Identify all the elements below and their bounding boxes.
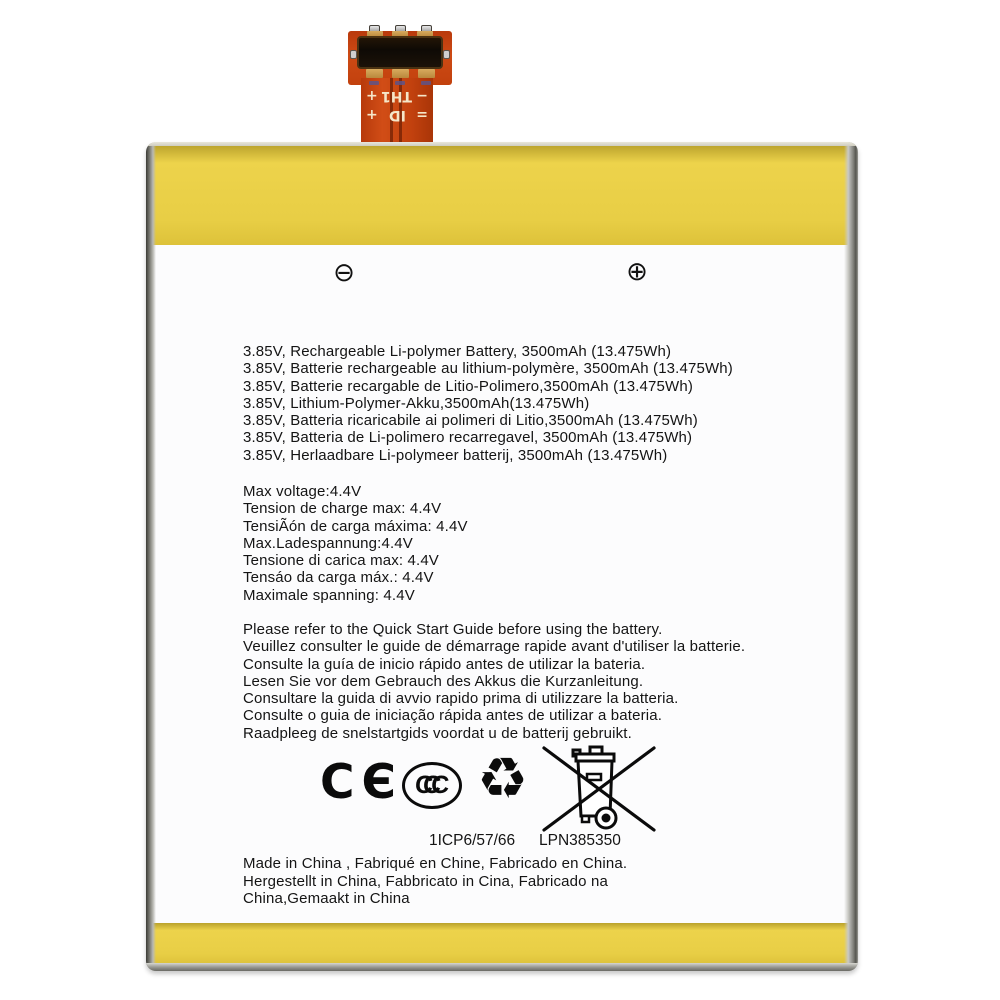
gold-pad — [392, 69, 409, 78]
connector-screw-icon — [443, 50, 450, 59]
pcb-id-mark: ID — [388, 107, 406, 123]
voltage-line: Max voltage:4.4V — [243, 483, 362, 500]
spec-line: 3.85V, Batterie rechargeable au lithium-polymère, 3500mAh (13.475Wh) — [243, 360, 733, 378]
guide-line: Please refer to the Quick Start Guide before using the battery. — [243, 621, 663, 638]
guide-line: Consulte o guia de iniciação rápida antes de utilizar a bateria. — [243, 707, 663, 725]
spec-line: 3.85V, Herlaadbare Li-polymeer batterij, 3500mAh (13.475Wh) — [243, 446, 668, 464]
recycle-icon: ♻ — [477, 746, 529, 812]
spec-line: 3.85V, Rechargeable Li-polymer Battery, 3500mAh (13.475Wh) — [243, 343, 672, 360]
ccc-mark-text: CCC — [413, 771, 441, 799]
spec-line: 3.85V, Batteria de Li-polimero recarregavel, 3500mAh (13.475Wh) — [243, 429, 693, 447]
negative-terminal-icon: ⊖ — [333, 258, 355, 288]
battery-edge-left — [146, 142, 156, 971]
pcb-marking-row-th — [361, 88, 433, 104]
battery-edge-top — [146, 142, 858, 146]
voltage-line: Tension de charge max: 4.4V — [243, 500, 442, 518]
gold-pad — [366, 69, 383, 78]
origin-line: Hergestellt in China, Fabbricato in Cina, Fabricado na — [243, 872, 608, 890]
pcb-plus-mark: + — [366, 88, 378, 104]
positive-terminal-icon: ⊕ — [626, 257, 648, 287]
origin-text-block — [243, 855, 627, 908]
pcb-marking-row-id — [361, 107, 433, 123]
spec-line: 3.85V, Lithium-Polymer-Akku,3500mAh(13.475Wh) — [243, 394, 590, 412]
spec-text-block — [243, 343, 733, 464]
solder-mark — [421, 81, 431, 85]
voltage-line: TensiÃón de carga máxima: 4.4V — [243, 517, 468, 535]
cell-code-text: 1ICP6/57/66 — [429, 832, 516, 849]
origin-line: China,Gemaakt in China — [243, 890, 410, 908]
voltage-line: Max.Ladespannung:4.4V — [243, 534, 413, 552]
pcb-plus-mark: + — [366, 107, 378, 123]
solder-mark — [395, 81, 405, 85]
voltage-line: Tensione di carica max: 4.4V — [243, 552, 439, 570]
yellow-band-top — [148, 145, 856, 245]
model-code-text: LPN385350 — [539, 832, 621, 849]
ce-mark-icon: CЄ — [320, 755, 403, 810]
guide-line: Veuillez consulter le guide de démarrage rapide avant d'utiliser la batterie. — [243, 638, 746, 656]
voltage-line: Maximale spanning: 4.4V — [243, 586, 415, 604]
pcb-th1-mark: TH1 — [381, 88, 413, 104]
guide-line: Consulte la guía de inicio rápido antes de utilizar la bateria. — [243, 655, 646, 673]
battery-connector — [357, 36, 443, 69]
spec-line: 3.85V, Batteria ricaricabile ai polimeri di Litio,3500mAh (13.475Wh) — [243, 412, 698, 430]
pcb-minus-mark: − — [416, 88, 428, 104]
battery-edge-bottom — [146, 963, 858, 971]
pcb-minus-mark: = — [416, 107, 428, 123]
guide-text-block — [243, 621, 745, 742]
battery-edge-right — [844, 142, 858, 971]
yellow-band-bottom — [148, 923, 856, 964]
guide-line: Consultare la guida di avvio rapido prima di utilizzare la batteria. — [243, 690, 679, 708]
weee-crossed-bin-icon — [540, 742, 658, 840]
ccc-mark-icon — [402, 762, 462, 809]
spec-line: 3.85V, Batterie recargable de Litio-Polimero,3500mAh (13.475Wh) — [243, 377, 693, 395]
guide-line: Lesen Sie vor dem Gebrauch des Akkus die Kurzanleitung. — [243, 672, 644, 690]
guide-line: Raadpleeg de snelstartgids voordat u de batterij gebruikt. — [243, 724, 632, 742]
connector-screw-icon — [350, 50, 357, 59]
voltage-line: Tensáo da carga máx.: 4.4V — [243, 569, 434, 587]
gold-pad — [418, 69, 435, 78]
solder-mark — [369, 81, 379, 85]
origin-line: Made in China , Fabriqué en Chine, Fabricado en China. — [243, 855, 628, 872]
voltage-text-block — [243, 483, 468, 604]
